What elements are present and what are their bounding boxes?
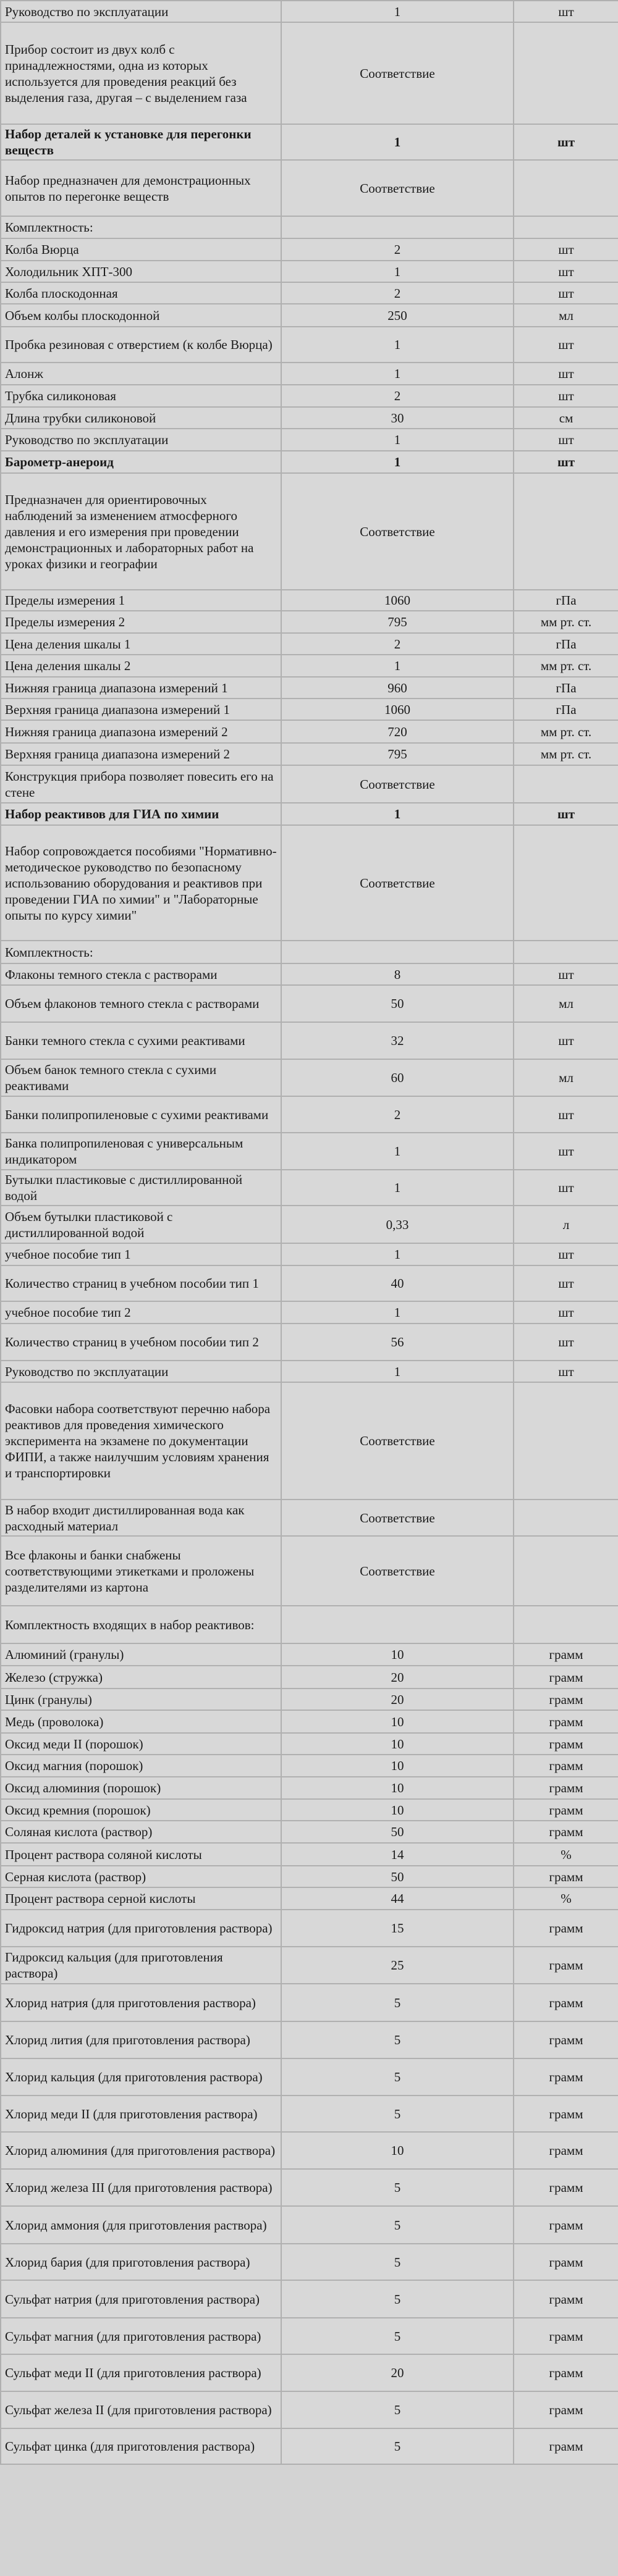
item-value-cell: 1 [281, 124, 514, 160]
item-name-cell: Длина трубки силиконовой [1, 407, 281, 429]
table-row [1, 1265, 618, 1301]
table-row [1, 261, 618, 282]
item-name-cell: Нижняя граница диапазона измерений 2 [1, 720, 281, 743]
item-value-cell: 10 [281, 1799, 514, 1821]
table-row [1, 1243, 618, 1265]
item-unit-cell: грамм [514, 2354, 618, 2391]
item-name-cell: Сульфат натрия (для приготовления раствора) [1, 2280, 281, 2318]
item-name-cell: Хлорид железа III (для приготовления раствора) [1, 2169, 281, 2206]
item-value-cell [281, 1606, 514, 1643]
table-row [1, 160, 618, 216]
item-name-cell: Пределы измерения 2 [1, 611, 281, 633]
item-unit-cell: мл [514, 304, 618, 327]
item-name-cell: Железо (стружка) [1, 1666, 281, 1689]
item-name-cell: Набор деталей к установке для перегонки веществ [1, 124, 281, 160]
item-value-cell: Соответствие [281, 765, 514, 803]
item-unit-cell [514, 825, 618, 941]
item-value-cell: 1 [281, 261, 514, 282]
table-row [1, 282, 618, 304]
item-value-cell: Соответствие [281, 1382, 514, 1500]
item-unit-cell: шт [514, 451, 618, 473]
item-unit-cell: гПа [514, 590, 618, 611]
item-name-cell: Банки темного стекла с сухими реактивами [1, 1022, 281, 1059]
table-row [1, 2318, 618, 2354]
item-name-cell: Соляная кислота (раствор) [1, 1821, 281, 1843]
item-value-cell: 1060 [281, 590, 514, 611]
item-name-cell: Процент раствора соляной кислоты [1, 1843, 281, 1866]
item-unit-cell [514, 160, 618, 216]
item-unit-cell: грамм [514, 2428, 618, 2464]
item-unit-cell [514, 1382, 618, 1500]
table-row [1, 451, 618, 473]
item-value-cell: 1 [281, 327, 514, 363]
item-unit-cell: шт [514, 327, 618, 363]
item-unit-cell: грамм [514, 2169, 618, 2206]
item-value-cell: 30 [281, 407, 514, 429]
table-row [1, 1022, 618, 1059]
item-name-cell: Количество страниц в учебном пособии тип 1 [1, 1265, 281, 1301]
item-name-cell: Хлорид лития (для приготовления раствора) [1, 2021, 281, 2058]
item-name-cell: Гидроксид натрия (для приготовления раствора) [1, 1910, 281, 1947]
table-row [1, 2244, 618, 2280]
item-value-cell: 1 [281, 1361, 514, 1382]
item-name-cell: учебное пособие тип 2 [1, 1301, 281, 1324]
table-row [1, 985, 618, 1022]
item-name-cell: Объем колбы плоскодонной [1, 304, 281, 327]
item-unit-cell: шт [514, 261, 618, 282]
table-row [1, 1382, 618, 1500]
table-row [1, 2428, 618, 2464]
table-row [1, 2169, 618, 2206]
item-value-cell: Соответствие [281, 160, 514, 216]
item-value-cell: 10 [281, 1777, 514, 1799]
item-unit-cell: мм рт. ст. [514, 743, 618, 765]
table-row [1, 2354, 618, 2391]
item-name-cell: Хлорид кальция (для приготовления раствора) [1, 2058, 281, 2096]
item-value-cell: 5 [281, 2428, 514, 2464]
table-row [1, 1799, 618, 1821]
table-row [1, 2391, 618, 2428]
table-row [1, 765, 618, 803]
item-unit-cell: грамм [514, 1799, 618, 1821]
item-unit-cell: шт [514, 238, 618, 261]
item-unit-cell: шт [514, 124, 618, 160]
item-name-cell: Комплектность: [1, 941, 281, 963]
item-value-cell: 5 [281, 2244, 514, 2280]
item-unit-cell: грамм [514, 2132, 618, 2169]
item-name-cell: Оксид кремния (порошок) [1, 1799, 281, 1821]
table-row [1, 1133, 618, 1170]
item-unit-cell: грамм [514, 1666, 618, 1689]
item-unit-cell: шт [514, 1170, 618, 1206]
table-row [1, 429, 618, 451]
item-unit-cell: шт [514, 1361, 618, 1382]
table-row [1, 1866, 618, 1887]
item-unit-cell: мм рт. ст. [514, 611, 618, 633]
table-row [1, 699, 618, 720]
item-unit-cell: грамм [514, 1689, 618, 1710]
item-value-cell: 2 [281, 385, 514, 407]
item-value-cell: 60 [281, 1059, 514, 1096]
table-row [1, 1710, 618, 1733]
item-name-cell: Все флаконы и банки снабжены соответствующими этикетками и проложены разделителями из картона [1, 1536, 281, 1606]
item-name-cell: Руководство по эксплуатации [1, 429, 281, 451]
item-value-cell: 2 [281, 633, 514, 655]
item-unit-cell: шт [514, 963, 618, 985]
item-name-cell: Хлорид аммония (для приготовления раствора) [1, 2206, 281, 2244]
item-name-cell: Руководство по эксплуатации [1, 1361, 281, 1382]
item-value-cell: 1 [281, 803, 514, 825]
item-name-cell: Цена деления шкалы 1 [1, 633, 281, 655]
item-value-cell: 1 [281, 363, 514, 385]
item-unit-cell: грамм [514, 2244, 618, 2280]
item-unit-cell: грамм [514, 2021, 618, 2058]
item-name-cell: Сульфат меди II (для приготовления раствора) [1, 2354, 281, 2391]
spec-table-body [1, 1, 618, 2464]
item-unit-cell [514, 1500, 618, 1536]
item-name-cell: учебное пособие тип 1 [1, 1243, 281, 1265]
table-row [1, 1301, 618, 1324]
table-row [1, 1500, 618, 1536]
table-row [1, 941, 618, 963]
item-name-cell: Банка полипропиленовая с универсальным индикатором [1, 1133, 281, 1170]
item-unit-cell: шт [514, 1133, 618, 1170]
item-name-cell: Сульфат железа II (для приготовления раствора) [1, 2391, 281, 2428]
item-unit-cell [514, 216, 618, 238]
table-row [1, 2021, 618, 2058]
table-row [1, 1324, 618, 1361]
item-name-cell: Комплектность: [1, 216, 281, 238]
item-unit-cell: грамм [514, 1733, 618, 1755]
item-name-cell: Пределы измерения 1 [1, 590, 281, 611]
item-unit-cell [514, 473, 618, 590]
item-name-cell: Колба Вюрца [1, 238, 281, 261]
item-unit-cell: шт [514, 363, 618, 385]
table-row [1, 1666, 618, 1689]
item-unit-cell: грамм [514, 1866, 618, 1887]
table-row [1, 803, 618, 825]
item-value-cell: 56 [281, 1324, 514, 1361]
table-row [1, 238, 618, 261]
item-value-cell: 0,33 [281, 1206, 514, 1243]
table-row [1, 1910, 618, 1947]
item-name-cell: Барометр-анероид [1, 451, 281, 473]
table-row [1, 1170, 618, 1206]
item-unit-cell: грамм [514, 2206, 618, 2244]
item-value-cell: 250 [281, 304, 514, 327]
item-name-cell: Набор предназначен для демонстрационных опытов по перегонке веществ [1, 160, 281, 216]
item-unit-cell [514, 765, 618, 803]
item-name-cell: Алонж [1, 363, 281, 385]
item-value-cell: 10 [281, 2132, 514, 2169]
item-unit-cell: см [514, 407, 618, 429]
item-unit-cell: шт [514, 1324, 618, 1361]
item-value-cell: 20 [281, 1689, 514, 1710]
item-name-cell: Сульфат магния (для приготовления раствора) [1, 2318, 281, 2354]
item-name-cell: Хлорид натрия (для приготовления раствора) [1, 1984, 281, 2021]
table-row [1, 720, 618, 743]
item-name-cell: Пробка резиновая с отверстием (к колбе Вюрца) [1, 327, 281, 363]
item-unit-cell: грамм [514, 1821, 618, 1843]
item-unit-cell: мм рт. ст. [514, 655, 618, 677]
item-name-cell: Трубка силиконовая [1, 385, 281, 407]
item-value-cell: Соответствие [281, 1536, 514, 1606]
item-name-cell: Объем банок темного стекла с сухими реактивами [1, 1059, 281, 1096]
item-value-cell: 5 [281, 2021, 514, 2058]
item-value-cell: 5 [281, 2391, 514, 2428]
item-unit-cell: грамм [514, 2391, 618, 2428]
table-row [1, 385, 618, 407]
item-name-cell: Колба плоскодонная [1, 282, 281, 304]
item-name-cell: Конструкция прибора позволяет повесить его на стене [1, 765, 281, 803]
item-value-cell: 40 [281, 1265, 514, 1301]
item-value-cell: 50 [281, 985, 514, 1022]
item-unit-cell [514, 22, 618, 124]
table-row [1, 22, 618, 124]
item-value-cell: 960 [281, 677, 514, 699]
item-value-cell: 1 [281, 1243, 514, 1265]
item-unit-cell: л [514, 1206, 618, 1243]
item-name-cell: Предназначен для ориентировочных наблюдений за изменением атмосферного давления и его измерения при проведении демонстрационных и лабораторных работ на уроках физики и географии [1, 473, 281, 590]
table-row [1, 407, 618, 429]
item-name-cell: Хлорид меди II (для приготовления раствора) [1, 2096, 281, 2132]
item-name-cell: Цена деления шкалы 2 [1, 655, 281, 677]
item-value-cell: 14 [281, 1843, 514, 1866]
table-row [1, 2132, 618, 2169]
item-value-cell: 1 [281, 1170, 514, 1206]
table-row [1, 2058, 618, 2096]
item-unit-cell: шт [514, 282, 618, 304]
item-name-cell: Алюминий (гранулы) [1, 1643, 281, 1666]
item-name-cell: Оксид меди II (порошок) [1, 1733, 281, 1755]
item-unit-cell: гПа [514, 677, 618, 699]
item-name-cell: Хлорид алюминия (для приготовления раствора) [1, 2132, 281, 2169]
item-value-cell: 8 [281, 963, 514, 985]
item-unit-cell: шт [514, 1301, 618, 1324]
item-name-cell: Оксид магния (порошок) [1, 1755, 281, 1777]
table-row [1, 1947, 618, 1984]
item-unit-cell: гПа [514, 699, 618, 720]
item-value-cell: 1 [281, 655, 514, 677]
table-row [1, 590, 618, 611]
table-row [1, 743, 618, 765]
item-name-cell: Процент раствора серной кислоты [1, 1887, 281, 1910]
item-unit-cell: грамм [514, 1947, 618, 1984]
item-name-cell: Комплектность входящих в набор реактивов: [1, 1606, 281, 1643]
item-value-cell: 2 [281, 282, 514, 304]
item-value-cell [281, 216, 514, 238]
item-value-cell: 5 [281, 2058, 514, 2096]
item-unit-cell: грамм [514, 1910, 618, 1947]
item-value-cell [281, 941, 514, 963]
item-unit-cell: грамм [514, 1777, 618, 1799]
item-unit-cell [514, 1606, 618, 1643]
table-row [1, 1984, 618, 2021]
item-unit-cell: шт [514, 429, 618, 451]
item-unit-cell: шт [514, 385, 618, 407]
table-row [1, 2280, 618, 2318]
table-row [1, 473, 618, 590]
item-value-cell: 2 [281, 238, 514, 261]
item-value-cell: 5 [281, 2096, 514, 2132]
item-unit-cell: грамм [514, 1643, 618, 1666]
item-value-cell: 50 [281, 1821, 514, 1843]
table-row [1, 1, 618, 22]
table-row [1, 1643, 618, 1666]
item-value-cell: Соответствие [281, 473, 514, 590]
item-value-cell: 5 [281, 2169, 514, 2206]
item-name-cell: Медь (проволока) [1, 1710, 281, 1733]
table-row [1, 963, 618, 985]
item-value-cell: 50 [281, 1866, 514, 1887]
item-value-cell: 1 [281, 1, 514, 22]
item-name-cell: Гидроксид кальция (для приготовления раствора) [1, 1947, 281, 1984]
item-value-cell: 5 [281, 2280, 514, 2318]
item-value-cell: 1 [281, 429, 514, 451]
table-row [1, 1733, 618, 1755]
table-row [1, 1755, 618, 1777]
item-value-cell: 2 [281, 1096, 514, 1133]
item-value-cell: Соответствие [281, 1500, 514, 1536]
item-unit-cell: грамм [514, 2096, 618, 2132]
table-row [1, 1887, 618, 1910]
item-unit-cell: мл [514, 1059, 618, 1096]
item-name-cell: Серная кислота (раствор) [1, 1866, 281, 1887]
item-value-cell: 15 [281, 1910, 514, 1947]
item-value-cell: 5 [281, 2318, 514, 2354]
item-value-cell: 1 [281, 1301, 514, 1324]
item-name-cell: Набор сопровождается пособиями "Нормативно-методическое руководство по безопасному использованию оборудования и реактивов при проведении ГИА по химии" и "Лабораторные опыты по курсу химии" [1, 825, 281, 941]
table-row [1, 304, 618, 327]
item-name-cell: Руководство по эксплуатации [1, 1, 281, 22]
item-value-cell: 44 [281, 1887, 514, 1910]
table-row [1, 327, 618, 363]
item-name-cell: Бутылки пластиковые с дистиллированной водой [1, 1170, 281, 1206]
item-value-cell: Соответствие [281, 825, 514, 941]
table-row [1, 1821, 618, 1843]
item-unit-cell: % [514, 1887, 618, 1910]
item-value-cell: 10 [281, 1733, 514, 1755]
table-row [1, 1536, 618, 1606]
item-name-cell: Холодильник ХПТ-300 [1, 261, 281, 282]
table-row [1, 633, 618, 655]
item-value-cell: 1060 [281, 699, 514, 720]
item-name-cell: Прибор состоит из двух колб с принадлежностями, одна из которых используется для проведения реакций без выделения газа, другая – с выделением газа [1, 22, 281, 124]
table-row [1, 1059, 618, 1096]
item-value-cell: 10 [281, 1643, 514, 1666]
item-name-cell: Набор реактивов для ГИА по химии [1, 803, 281, 825]
item-name-cell: Банки полипропиленовые с сухими реактивами [1, 1096, 281, 1133]
item-name-cell: Нижняя граница диапазона измерений 1 [1, 677, 281, 699]
table-row [1, 611, 618, 633]
item-unit-cell: шт [514, 1096, 618, 1133]
table-row [1, 1689, 618, 1710]
item-unit-cell: шт [514, 1, 618, 22]
item-value-cell: 10 [281, 1710, 514, 1733]
item-unit-cell: грамм [514, 1710, 618, 1733]
item-value-cell: 25 [281, 1947, 514, 1984]
table-row [1, 1206, 618, 1243]
table-row [1, 1096, 618, 1133]
item-value-cell: 720 [281, 720, 514, 743]
item-name-cell: Объем бутылки пластиковой с дистиллированной водой [1, 1206, 281, 1243]
item-value-cell: 20 [281, 2354, 514, 2391]
item-name-cell: Хлорид бария (для приготовления раствора) [1, 2244, 281, 2280]
item-unit-cell: грамм [514, 2280, 618, 2318]
table-row [1, 1606, 618, 1643]
item-unit-cell: грамм [514, 1984, 618, 2021]
item-name-cell: Цинк (гранулы) [1, 1689, 281, 1710]
item-value-cell: Соответствие [281, 22, 514, 124]
item-unit-cell: % [514, 1843, 618, 1866]
item-value-cell: 20 [281, 1666, 514, 1689]
table-row [1, 216, 618, 238]
table-row [1, 677, 618, 699]
item-name-cell: Верхняя граница диапазона измерений 1 [1, 699, 281, 720]
item-name-cell: Флаконы темного стекла с растворами [1, 963, 281, 985]
item-value-cell: 5 [281, 1984, 514, 2021]
item-name-cell: Сульфат цинка (для приготовления раствора) [1, 2428, 281, 2464]
item-name-cell: Верхняя граница диапазона измерений 2 [1, 743, 281, 765]
item-unit-cell: шт [514, 803, 618, 825]
table-row [1, 363, 618, 385]
item-unit-cell: мм рт. ст. [514, 720, 618, 743]
item-unit-cell: шт [514, 1265, 618, 1301]
item-value-cell: 32 [281, 1022, 514, 1059]
item-unit-cell: грамм [514, 1755, 618, 1777]
table-row [1, 124, 618, 160]
item-unit-cell: гПа [514, 633, 618, 655]
item-unit-cell: грамм [514, 2058, 618, 2096]
item-unit-cell [514, 1536, 618, 1606]
table-row [1, 1843, 618, 1866]
table-row [1, 825, 618, 941]
table-row [1, 1361, 618, 1382]
item-name-cell: Количество страниц в учебном пособии тип 2 [1, 1324, 281, 1361]
item-value-cell: 795 [281, 743, 514, 765]
item-unit-cell: шт [514, 1243, 618, 1265]
item-value-cell: 10 [281, 1755, 514, 1777]
table-row [1, 655, 618, 677]
item-value-cell: 795 [281, 611, 514, 633]
item-name-cell: В набор входит дистиллированная вода как расходный материал [1, 1500, 281, 1536]
item-value-cell: 1 [281, 451, 514, 473]
item-unit-cell: мл [514, 985, 618, 1022]
table-row [1, 2096, 618, 2132]
item-value-cell: 5 [281, 2206, 514, 2244]
item-unit-cell: шт [514, 1022, 618, 1059]
table-row [1, 2206, 618, 2244]
item-unit-cell [514, 941, 618, 963]
item-unit-cell: грамм [514, 2318, 618, 2354]
item-name-cell: Объем флаконов темного стекла с растворами [1, 985, 281, 1022]
item-name-cell: Фасовки набора соответствуют перечню набора реактивов для проведения химического эксперимента на экзамене по документации ФИПИ, а также наилучшим условиям хранения и транспортировки [1, 1382, 281, 1500]
item-value-cell: 1 [281, 1133, 514, 1170]
table-row [1, 1777, 618, 1799]
item-name-cell: Оксид алюминия (порошок) [1, 1777, 281, 1799]
